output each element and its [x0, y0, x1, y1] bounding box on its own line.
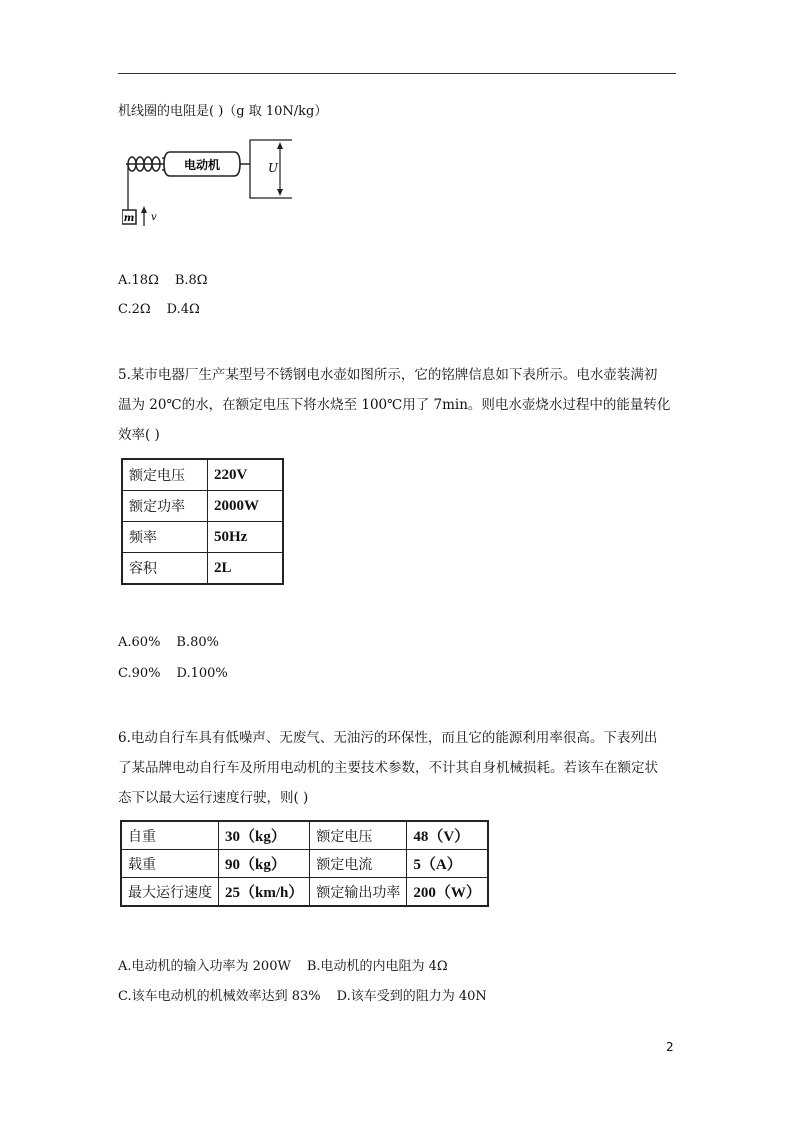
table-row — [121, 878, 488, 907]
table-cell: 220V — [208, 459, 284, 491]
q5-stem-line2: 温为 20℃的水，在额定电压下将水烧至 100℃用了 7min。则电水壶烧水过程中的能量转化 — [118, 397, 671, 413]
voltage-label: U — [268, 161, 279, 175]
table-cell: 48（V） — [407, 821, 488, 850]
table-cell: 频率 — [122, 522, 208, 553]
page-number: 2 — [666, 1040, 674, 1054]
table-row — [121, 850, 488, 878]
q6-stem-line3: 态下以最大运行速度行驶，则( ) — [118, 790, 309, 806]
table-row — [122, 459, 283, 491]
table-cell: 额定电压 — [310, 821, 407, 850]
q4-stem: 机线圈的电阻是( )（g 取 10N/kg） — [118, 104, 328, 119]
ebike-spec-table — [120, 820, 489, 907]
table-cell: 30（kg） — [219, 821, 310, 850]
q6-option-c: C.该车电动机的机械效率达到 83% — [118, 989, 321, 1004]
table-cell: 额定电流 — [310, 850, 407, 878]
table-cell: 25（km/h） — [219, 878, 310, 907]
velocity-label: v — [151, 212, 157, 223]
mass-label: m — [123, 213, 135, 224]
table-cell: 载重 — [121, 850, 219, 878]
q6-stem-line2: 了某品牌电动自行车及所用电动机的主要技术参数，不计其自身机械损耗。若该车在额定状 — [118, 760, 658, 776]
q5-options-row1 — [118, 634, 219, 652]
q5-option-c: C.90% — [118, 666, 161, 681]
q4-options-row1 — [118, 272, 208, 290]
q6-option-b: B.电动机的内电阻为 4Ω — [306, 959, 448, 974]
q5-stem-line1: 5.某市电器厂生产某型号不锈钢电水壶如图所示，它的铭牌信息如下表所示。电水壶装满初 — [118, 367, 658, 383]
q4-option-b: B.8Ω — [174, 273, 208, 288]
q5-options-row2 — [118, 665, 228, 683]
table-cell: 额定功率 — [122, 491, 208, 522]
q4-option-c: C.2Ω — [118, 302, 151, 317]
q6-stem-line1: 6.电动自行车具有低噪声、无废气、无油污的环保性，而且它的能源利用率很高。下表列出 — [118, 730, 658, 746]
table-cell: 50Hz — [208, 522, 284, 553]
q4-option-d: D.4Ω — [166, 302, 200, 317]
q4-option-a: A.18Ω — [118, 273, 159, 288]
table-cell: 2L — [208, 553, 284, 585]
q5-stem-line3: 效率( ) — [118, 427, 160, 443]
q6-options-row1 — [118, 958, 448, 976]
motor-lift-diagram — [122, 138, 302, 238]
kettle-spec-table — [121, 458, 284, 585]
table-cell: 2000W — [208, 491, 284, 522]
table-row — [122, 553, 283, 585]
q6-option-d: D.该车受到的阻力为 40N — [336, 989, 487, 1004]
q5-option-d: D.100% — [176, 666, 228, 681]
velocity-arrow-icon — [141, 206, 147, 226]
table-cell: 200（W） — [407, 878, 488, 907]
table-cell: 90（kg） — [219, 850, 310, 878]
table-cell: 额定电压 — [122, 459, 208, 491]
table-cell: 5（A） — [407, 850, 488, 878]
table-row — [122, 491, 283, 522]
table-row — [122, 522, 283, 553]
table-cell: 额定输出功率 — [310, 878, 407, 907]
table-row — [121, 821, 488, 850]
header-rule — [118, 73, 676, 74]
q5-option-a: A.60% — [118, 635, 161, 650]
q4-options-row2 — [118, 301, 200, 319]
table-cell: 自重 — [121, 821, 219, 850]
q6-options-row2 — [118, 988, 487, 1006]
motor-label: 电动机 — [183, 158, 221, 172]
table-cell: 最大运行速度 — [121, 878, 219, 907]
table-cell: 容积 — [122, 553, 208, 585]
q5-option-b: B.80% — [176, 635, 220, 650]
q6-option-a: A.电动机的输入功率为 200W — [118, 959, 291, 974]
